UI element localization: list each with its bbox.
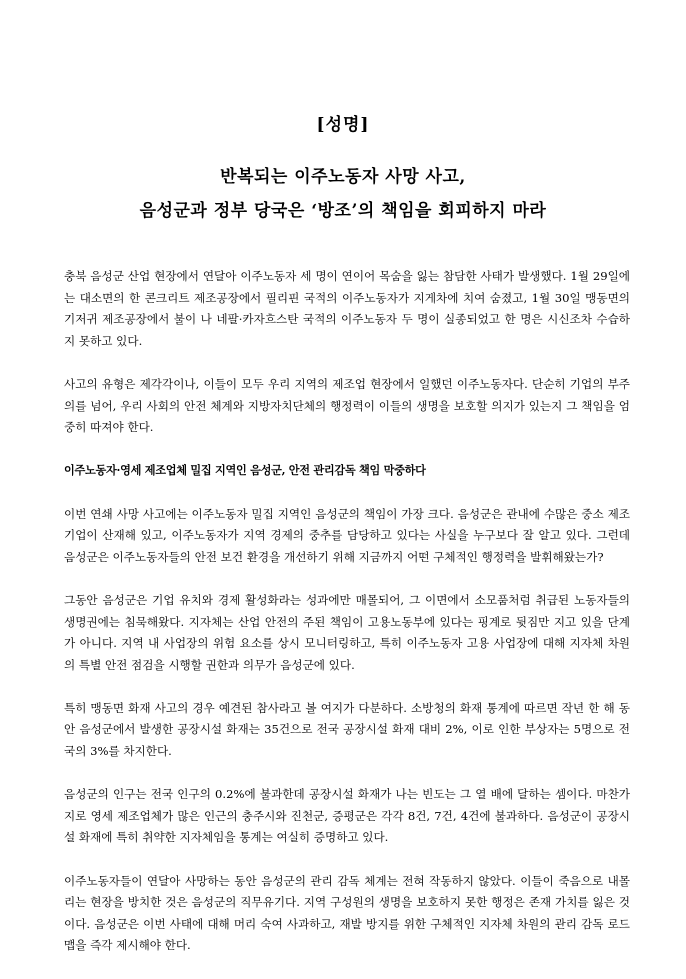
document-body xyxy=(64,266,630,979)
paragraph: 특히 맹동면 화재 사고의 경우 예견된 참사라고 볼 여지가 다분하다. 소방청의 화재 통계에 따르면 작년 한 해 동안 음성군에서 발생한 공장시설 화재는 35건으로 전국 공장시설 화재 대비 2%, 이로 인한 부상자는 5명으로 전국의 3%를 차지한다. xyxy=(64,700,630,759)
paragraph: 그동안 음성군은 기업 유치와 경제 활성화라는 성과에만 매몰되어, 그 이면에서 소모품처럼 취급된 노동자들의 생명권에는 침묵해왔다. 지자체는 산업 안전의 주된 책임이 고용노동부에 있다는 핑계로 뒷짐만 지고 있을 단계가 아니다. 지역 내 사업장의 위험 요소를 상시 모니터링하고, 특히 이주노동자 고용 사업장에 대해 지자체 차원의 특별 안전 점검을 시행할 권한과 의무가 음성군에 있다. xyxy=(64,592,630,672)
statement-label: [성명] xyxy=(316,115,370,135)
section-heading: 이주노동자·영세 제조업체 밀집 지역인 음성군, 안전 관리감독 책임 막중하다 xyxy=(64,463,426,478)
title-line-2: 음성군과 정부 당국은 ‘방조’의 책임을 회피하지 마라 xyxy=(139,201,547,221)
paragraph: 음성군의 인구는 전국 인구의 0.2%에 불과한데 공장시설 화재가 나는 빈도는 그 열 배에 달하는 셈이다. 마찬가지로 영세 제조업체가 많은 인근의 충주시와 진천군, 증평군은 각각 8건, 7건, 4건에 불과하다. 음성군이 공장시설 화재에 특히 취약한 지자체임을 통계는 여실히 증명하고 있다. xyxy=(64,787,630,845)
paragraph: 이번 연쇄 사망 사고에는 이주노동자 밀집 지역인 음성군의 책임이 가장 크다. 음성군은 관내에 수많은 중소 제조 기업이 산재해 있고, 이주노동자가 지역 경제의 중추를 담당하고 있다는 사실을 누구보다 잘 알고 있다. 그런데 음성군은 이주노동자들의 안전 보건 환경을 개선하기 위해 지금까지 어떤 구체적인 행정력을 발휘해왔는가? xyxy=(64,506,630,564)
paragraph: 이주노동자들이 연달아 사망하는 동안 음성군의 관리 감독 체계는 전혀 작동하지 않았다. 이들이 죽음으로 내몰리는 현장을 방치한 것은 음성군의 직무유기다. 지역 구성원의 생명을 보호하지 못한 행정은 존재 가치를 잃은 것이다. 음성군은 이번 사태에 대해 머리 숙여 사과하고, 재발 방지를 위한 구체적인 지자체 차원의 관리 감독 로드맵을 즉각 제시해야 한다. xyxy=(64,873,630,953)
paragraph: 충북 음성군 산업 현장에서 연달아 이주노동자 세 명이 연이어 목숨을 잃는 참담한 사태가 발생했다. 1월 29일에는 대소면의 한 콘크리트 제조공장에서 필리핀 국적의 이주노동자가 지게차에 치여 숨졌고, 1월 30일 맹동면의 기저귀 제조공장에서 불이 나 네팔·카자흐스탄 국적의 이주노동자 두 명이 실종되었고 한 명은 시신조차 수습하지 못하고 있다. xyxy=(64,269,630,348)
document-title xyxy=(40,160,646,228)
title-line-1: 반복되는 이주노동자 사망 사고, xyxy=(220,167,466,187)
paragraph: 사고의 유형은 제각각이나, 이들이 모두 우리 지역의 제조업 현장에서 일했던 이주노동자다. 단순히 기업의 부주의를 넘어, 우리 사회의 안전 체계와 지방자치단체의 행정력이 이들의 생명을 보호할 의지가 있는지 그 책임을 엄중히 따져야 한다. xyxy=(64,376,630,435)
